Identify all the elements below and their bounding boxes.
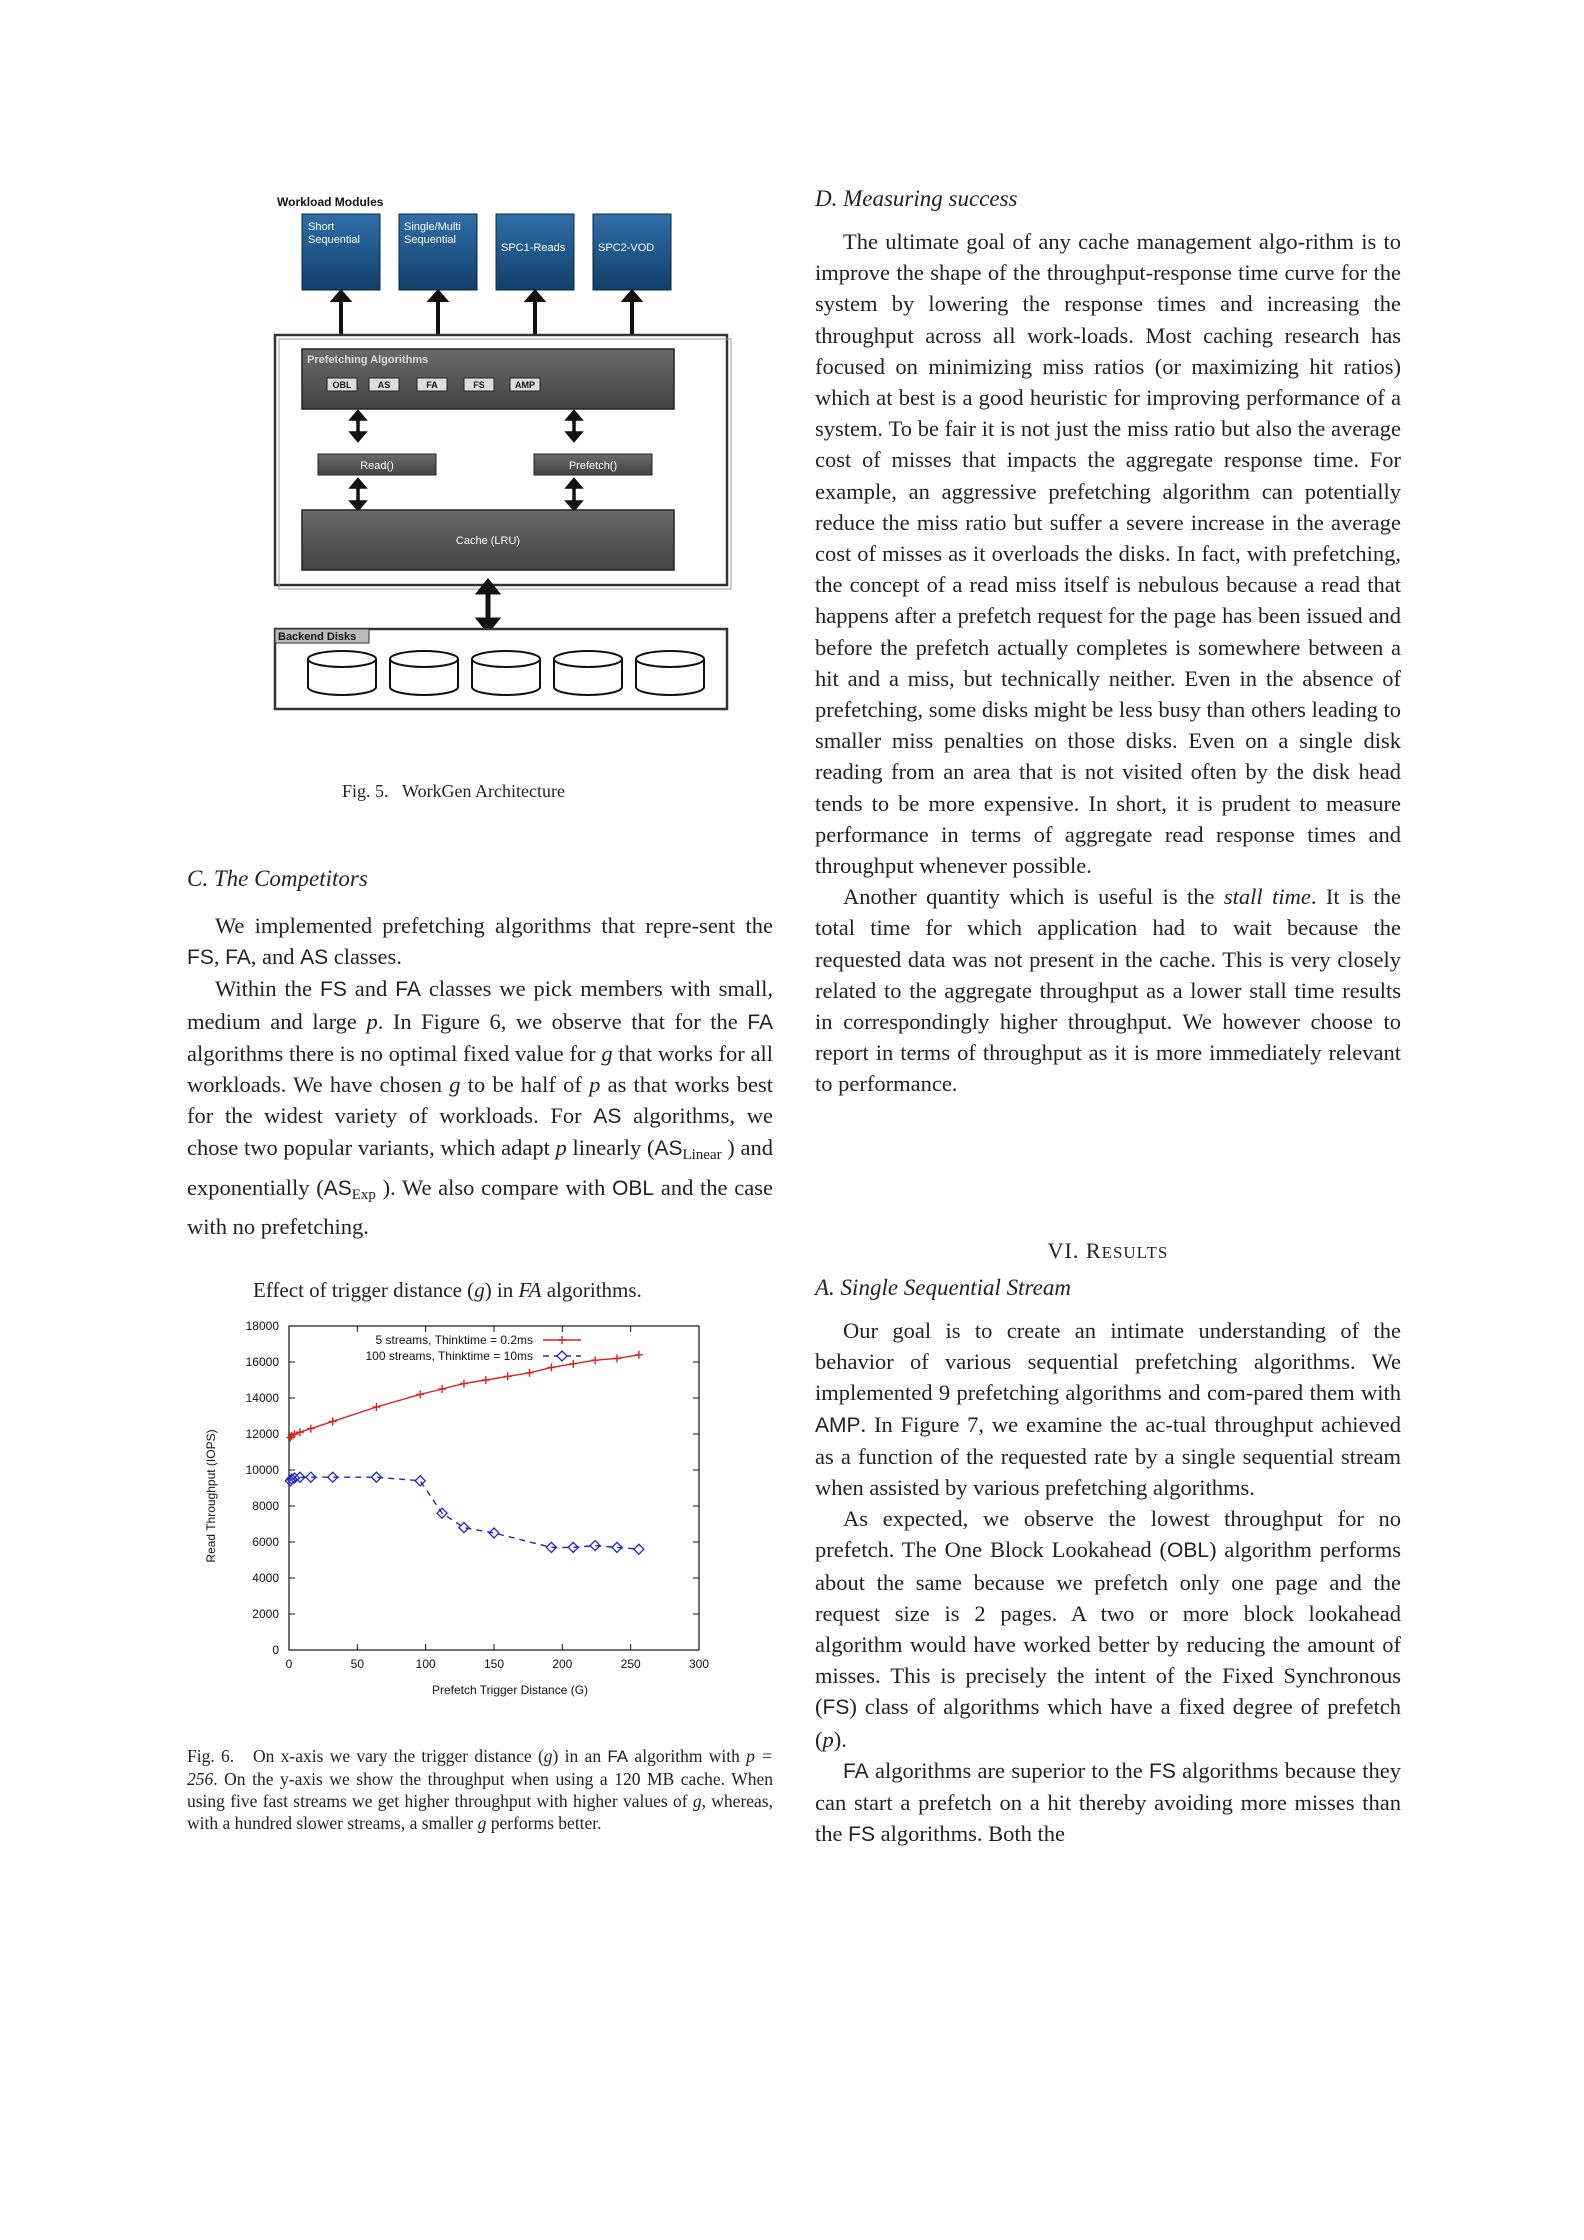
algo-name: FS — [848, 1823, 875, 1847]
subscript: Exp — [351, 1186, 376, 1203]
data-point — [307, 1425, 315, 1433]
disk-icon — [308, 651, 376, 695]
series-group — [285, 1351, 644, 1554]
chart-title — [253, 1278, 642, 1303]
data-point — [613, 1354, 621, 1362]
math-var: p — [555, 1135, 567, 1161]
text-run: algorithms are superior to the — [868, 1757, 1150, 1783]
emphasis: stall time — [1223, 884, 1311, 910]
data-point — [438, 1385, 446, 1393]
subsection-heading: A. Single Sequential Stream — [815, 1275, 1071, 1300]
disk-group — [308, 651, 704, 695]
text-run: classes we pick members with small, medium and large — [187, 976, 773, 1034]
text-run: ) class of algorithms which have a fixed degree of prefetch ( — [815, 1694, 1401, 1752]
text-run: ) algorithm performs about the same because we prefetch only one page and the request size is 2 pages. A two or more block lookahead algorithm would have worked better by reducing the amount of misses. This is precisely the intent of the Fixed Synchronous ( — [815, 1537, 1401, 1720]
y-tick-label: 6000 — [252, 1535, 279, 1549]
data-point — [504, 1372, 512, 1380]
algo-name: FS — [320, 978, 347, 1002]
workload-module-3 — [496, 214, 574, 290]
text-run: ). — [833, 1726, 847, 1752]
read-label: Read() — [360, 460, 394, 472]
section-heading-results — [815, 1238, 1401, 1264]
x-tick-label: 200 — [552, 1657, 573, 1671]
data-point — [569, 1360, 577, 1368]
y-tick-label: 14000 — [245, 1391, 279, 1405]
axis-ticks — [246, 1319, 710, 1671]
trigger-distance-chart — [187, 1306, 773, 1706]
text-run: , and — [250, 944, 301, 970]
text-run: . On the y-axis we show the throughput when using a 120 MB cache. When using five fast streams we get higher throughput with higher values of — [187, 1769, 773, 1811]
text-run: Another quantity which is useful is the — [843, 884, 1224, 910]
y-axis-label: Read Throughput (IOPS) — [204, 1429, 218, 1563]
text-run: We implemented prefetching algorithms that repre-sent the — [215, 913, 773, 938]
text-run: algorithms there is no optimal fixed value for — [187, 1040, 602, 1066]
math-var: g — [474, 1278, 485, 1302]
paragraph — [815, 1315, 1401, 1503]
algo-name: FS — [187, 946, 214, 970]
data-point — [329, 1417, 337, 1425]
legend-entry — [376, 1333, 582, 1347]
algorithm-chip-label: AS — [377, 380, 391, 390]
algo-name: FA — [843, 1759, 869, 1783]
algorithm-chip-obl — [327, 378, 357, 391]
section-d-body — [815, 226, 1401, 1100]
plot-frame — [289, 1326, 699, 1650]
legend-label: 5 streams, Thinktime = 0.2ms — [375, 1333, 533, 1347]
caption-prefix: Fig. 5. — [342, 781, 389, 801]
text-run: . In Figure 6, we observe that for the — [377, 1008, 748, 1034]
paragraph — [187, 973, 773, 1242]
y-tick-label: 12000 — [245, 1427, 279, 1441]
algo-name: FS — [822, 1696, 850, 1720]
text-run: . In Figure 7, we examine the ac-tual throughput achieved as a function of the requested rate by a single sequential stream when assisted by various prefetching algorithms. — [815, 1411, 1401, 1501]
algo-name: AS — [300, 946, 329, 970]
caption-prefix: Fig. 6. — [187, 1746, 235, 1766]
math-var: p — [822, 1726, 834, 1752]
algorithm-chip-amp — [510, 378, 540, 391]
workload-title: Workload Modules — [277, 195, 384, 209]
math-var: p — [366, 1008, 378, 1034]
data-point — [591, 1356, 599, 1364]
math-var: g — [543, 1746, 553, 1766]
text-run: ) in — [484, 1278, 519, 1302]
y-tick-label: 16000 — [245, 1355, 279, 1369]
text-run: Effect of trigger distance ( — [253, 1278, 475, 1302]
algorithm-chip-fs — [464, 378, 494, 391]
algo-name: FA — [225, 946, 251, 970]
algo-name: OBL — [612, 1176, 655, 1200]
legend-entry — [365, 1349, 581, 1363]
backend-disks-frame — [275, 629, 727, 709]
prefetching-title: Prefetching Algorithms — [307, 354, 429, 366]
algo-name: FA — [747, 1010, 774, 1034]
math-var: g — [477, 1813, 487, 1833]
data-point — [296, 1428, 304, 1436]
text-run: Our goal is to create an intimate understanding of the behavior of various sequential prefetching algorithms. We implemented 9 prefetching algorithms and com-pared them with — [815, 1318, 1401, 1406]
x-tick-label: 150 — [483, 1657, 505, 1671]
module-label-line2: Sequential — [404, 234, 456, 246]
prefetch-label: Prefetch() — [568, 460, 618, 472]
y-tick-label: 2000 — [252, 1607, 279, 1621]
algorithm-chip-label: OBL — [332, 380, 352, 390]
math-var: g — [601, 1040, 613, 1066]
text-run: ). We also compare with — [375, 1174, 613, 1200]
disk-icon — [636, 651, 704, 695]
section-c-body — [187, 910, 773, 1242]
series-line — [290, 1477, 639, 1549]
text-run: On x-axis we vary the trigger distance ( — [252, 1746, 544, 1766]
series-1 — [286, 1351, 643, 1442]
x-tick-label: 300 — [688, 1657, 710, 1671]
algo-name: AS — [593, 1105, 622, 1129]
data-point — [460, 1380, 468, 1388]
y-tick-label: 18000 — [245, 1319, 279, 1333]
workload-module-2 — [399, 214, 477, 290]
algo-name: OBL — [1167, 1539, 1210, 1563]
y-tick-label: 4000 — [252, 1571, 279, 1585]
text-run: algorithms. Both the — [874, 1821, 1065, 1847]
text-run: and the case with no prefetching. — [187, 1174, 773, 1239]
series-line — [290, 1355, 639, 1438]
math-var: g — [692, 1791, 702, 1811]
heading-initial: R — [1085, 1238, 1102, 1263]
disk-icon — [390, 651, 458, 695]
paragraph — [815, 1755, 1401, 1851]
text-run: performs better. — [486, 1813, 602, 1833]
legend-label: 100 streams, Thinktime = 10ms — [365, 1349, 533, 1363]
text-run: ) in an — [552, 1746, 608, 1766]
backend-title: Backend Disks — [278, 631, 357, 643]
text-run: algorithms, we chose two popular variants, which adapt — [187, 1103, 773, 1161]
x-tick-label: 250 — [620, 1657, 641, 1671]
legend-marker — [558, 1336, 566, 1344]
text-run: Within the — [215, 976, 320, 1002]
algo-name: AS — [323, 1176, 352, 1200]
text-run: , whereas, with a hundred slower streams, a smaller — [187, 1791, 773, 1833]
plot-area-border — [289, 1326, 699, 1650]
data-point — [547, 1363, 555, 1371]
text-run: As expected, we observe the lowest throughput for no prefetch. The One Block Lookahead ( — [815, 1506, 1401, 1563]
figure5-caption — [342, 780, 565, 802]
text-run: algorithms. — [541, 1278, 642, 1302]
text-run: classes. — [328, 944, 402, 970]
algo-name: FA — [607, 1747, 629, 1766]
data-point — [482, 1376, 490, 1384]
caption-text: WorkGen Architecture — [402, 781, 565, 801]
workload-module-4 — [593, 214, 671, 290]
x-tick-label: 0 — [285, 1657, 293, 1671]
math-var: p — [589, 1072, 601, 1098]
y-tick-label: 10000 — [245, 1463, 279, 1477]
math-expr: p = 256 — [187, 1746, 773, 1789]
data-point — [416, 1390, 424, 1398]
paragraph — [815, 881, 1401, 1099]
section-number: VI. — [1047, 1238, 1080, 1263]
module-label-line1: SPC1-Reads — [501, 242, 566, 254]
x-tick-label: 50 — [350, 1657, 365, 1671]
module-label-line1: Single/Multi — [404, 221, 461, 233]
disk-arrow — [480, 582, 496, 630]
algorithm-chip-label: AMP — [515, 380, 535, 390]
x-axis-label: Prefetch Trigger Distance (G) — [431, 1683, 589, 1697]
prefetch-box — [534, 454, 652, 475]
series-2 — [285, 1472, 644, 1554]
text-run: linearly ( — [566, 1135, 655, 1161]
module-label-line1: Short — [308, 221, 335, 233]
text-run: that works for all workloads. We have chosen — [187, 1040, 773, 1098]
text-run: and — [346, 976, 396, 1002]
heading-smallcaps: ESULTS — [1101, 1243, 1169, 1262]
text-run: , — [213, 944, 226, 970]
workload-module-1 — [302, 214, 380, 290]
disk-icon — [554, 651, 622, 695]
algo-name: FS — [1149, 1759, 1176, 1783]
module-label-line1: SPC2-VOD — [598, 242, 655, 254]
algorithm-chip-label: FA — [426, 380, 438, 390]
data-point — [526, 1369, 534, 1377]
section-heading: C. The Competitors — [187, 866, 368, 891]
math-var: g — [449, 1072, 461, 1098]
subscript: Linear — [682, 1147, 722, 1164]
workgen-architecture-diagram — [272, 192, 742, 717]
data-point — [415, 1476, 425, 1486]
read-box — [318, 454, 436, 475]
section-vi-body — [815, 1315, 1401, 1850]
algo-name: AMP — [815, 1413, 861, 1437]
data-point — [635, 1351, 643, 1359]
paragraph — [815, 1503, 1401, 1755]
cache-block — [302, 510, 674, 570]
cache-label: Cache (LRU) — [455, 535, 521, 547]
data-point — [372, 1403, 380, 1411]
text-run: algorithms because they can start a prefetch on a hit thereby avoiding more misses than the — [815, 1757, 1401, 1847]
y-tick-label: 0 — [272, 1643, 279, 1657]
text-run: algorithm with — [628, 1746, 747, 1766]
legend — [365, 1333, 581, 1363]
algo-name: AS — [654, 1137, 683, 1161]
legend-marker — [557, 1351, 567, 1361]
text-run: . It is the total time for which application had to wait because the requested data was not present in the cache. This is very closely related to the aggregate throughput as a lower stall time results in correspondingly higher throughput. We however choose to report in terms of throughput as it is more immediately relevant to performance. — [815, 884, 1401, 1097]
text-run: to be half of — [460, 1072, 590, 1098]
text-run: ) and exponentially ( — [187, 1135, 773, 1200]
algorithm-chip-as — [369, 378, 399, 391]
section-heading: D. Measuring success — [815, 186, 1018, 211]
prefetching-algorithms-block — [302, 349, 674, 409]
algorithm-chip-label: FS — [473, 380, 485, 390]
data-point — [634, 1544, 644, 1554]
paragraph — [187, 910, 773, 973]
figure6-caption — [187, 1745, 773, 1834]
x-tick-label: 100 — [415, 1657, 436, 1671]
module-label-line2: Sequential — [308, 234, 360, 246]
y-tick-label: 8000 — [252, 1499, 279, 1513]
math-var: FA — [518, 1278, 542, 1302]
paragraph: The ultimate goal of any cache management algo-rithm is to improve the shape of the throughput-response time curve for the system by lowering the response times and increasing the throughput across all work-loads. Most caching research has focused on minimizing miss ratios (or maximizing hit ratios) which at best is a good heuristic for improving performance of a system. To be fair it is not just the miss ratio but also the average cost of misses that impacts the aggregate response time. For example, an aggressive prefetching algorithm can potentially reduce the miss ratio but suffer a severe increase in the average cost of misses as it overloads the disks. In fact, with prefetching, the concept of a read miss itself is nebulous because a read that happens after a prefetch request for the page has been issued and before the prefetch actually completes is somewhere between a hit and a miss, but technically neither. Even in the absence of prefetching, some disks might be less busy than others leading to smaller miss penalties on those disks. Even on a single disk reading from an area that is not visited often by the disk head tends to be more expensive. In short, it is prudent to measure performance in terms of aggregate read response times and throughput whenever possible. — [815, 229, 1401, 879]
algorithm-chip-fa — [417, 378, 447, 391]
disk-icon — [472, 651, 540, 695]
text-run: as that works best for the widest variety of workloads. For — [187, 1072, 773, 1129]
algo-name: FA — [395, 978, 421, 1002]
